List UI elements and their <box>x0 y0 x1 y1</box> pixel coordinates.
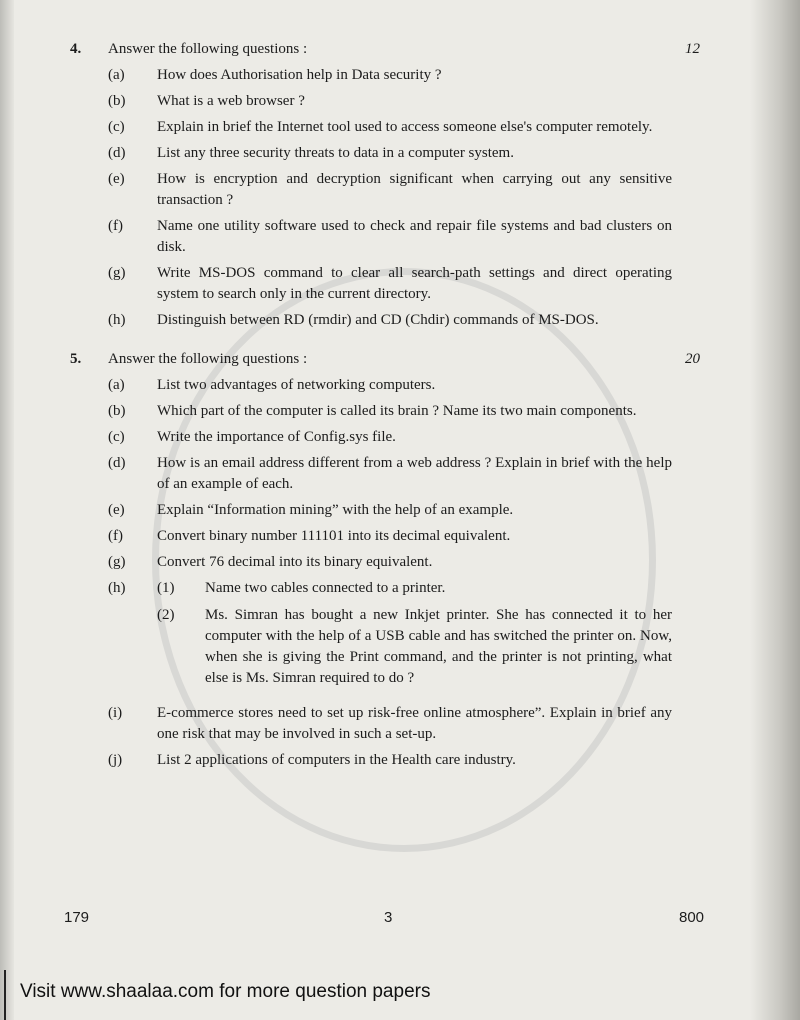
question-item <box>70 169 710 211</box>
question-item <box>70 216 710 258</box>
item-text: Name one utility software used to check and repair file systems and bad clusters on disk. <box>157 218 672 255</box>
item-text: Explain “Information mining” with the help of an example. <box>157 502 514 518</box>
item-label: (e) <box>108 502 125 518</box>
item-text: How does Authorisation help in Data security ? <box>157 67 442 83</box>
question-item <box>70 526 710 547</box>
item-text: Write MS-DOS command to clear all search-path settings and direct operating system to search only in the current directory. <box>157 265 672 302</box>
question-item <box>70 375 710 396</box>
visit-banner: Visit www.shaalaa.com for more question papers <box>20 981 431 1002</box>
item-label: (f) <box>108 218 123 234</box>
question-item <box>70 578 710 689</box>
question-item <box>70 91 710 112</box>
question-marks: 12 <box>685 41 700 57</box>
item-text: List 2 applications of computers in the Health care industry. <box>157 752 516 768</box>
item-label: (f) <box>108 528 123 544</box>
item-text: E-commerce stores need to set up risk-free online atmosphere”. Explain in brief any one risk that may be involved in such a set-up. <box>157 705 672 742</box>
item-label: (c) <box>108 429 125 445</box>
item-text: Convert binary number 111101 into its decimal equivalent. <box>157 528 511 544</box>
question-paper <box>70 39 710 771</box>
question-item <box>70 427 710 448</box>
item-label: (i) <box>108 705 123 721</box>
subitem-text: Ms. Simran has bought a new Inkjet printer. She has connected it to her computer with the help of a USB cable and has switched the printer on. Now, when she is giving the Print command, and the printer is not printing, what else is Ms. Simran required to do ? <box>205 607 672 686</box>
question-item <box>70 453 710 495</box>
item-label: (e) <box>108 171 125 187</box>
item-label: (c) <box>108 119 125 135</box>
item-label: (a) <box>108 67 125 83</box>
item-text: Write the importance of Config.sys file. <box>157 429 396 445</box>
question-item <box>70 143 710 164</box>
question-header <box>70 39 710 60</box>
divider <box>4 970 6 1020</box>
question-item <box>70 750 710 771</box>
question-5 <box>70 349 710 771</box>
question-item <box>70 117 710 138</box>
item-text: Which part of the computer is called its brain ? Name its two main components. <box>157 403 637 419</box>
item-label: (h) <box>108 580 126 596</box>
item-text: What is a web browser ? <box>157 93 305 109</box>
item-text: How is encryption and decryption significant when carrying out any sensitive transaction ? <box>157 171 672 208</box>
item-label: (h) <box>108 312 126 328</box>
item-text: Convert 76 decimal into its binary equivalent. <box>157 554 433 570</box>
question-header <box>70 349 710 370</box>
item-label: (a) <box>108 377 125 393</box>
scan-edge-left <box>0 0 14 1020</box>
question-number: 5. <box>70 351 82 367</box>
question-number: 4. <box>70 41 82 57</box>
question-marks: 20 <box>685 351 700 367</box>
footer-code: 179 <box>64 909 90 926</box>
item-label: (g) <box>108 265 126 281</box>
item-label: (b) <box>108 403 126 419</box>
item-label: (g) <box>108 554 126 570</box>
scan-edge-right <box>750 0 800 1020</box>
subitem <box>157 605 672 689</box>
subitem-text: Name two cables connected to a printer. <box>205 580 446 596</box>
item-label: (d) <box>108 455 126 471</box>
item-text: Explain in brief the Internet tool used to access someone else's computer remotely. <box>157 119 653 135</box>
subitem-label: (1) <box>157 580 175 596</box>
item-label: (j) <box>108 752 123 768</box>
question-item <box>70 310 710 331</box>
question-item <box>70 552 710 573</box>
subitem-label: (2) <box>157 607 175 623</box>
item-text: List any three security threats to data in a computer system. <box>157 145 514 161</box>
question-item <box>70 401 710 422</box>
question-4 <box>70 39 710 331</box>
question-item <box>70 263 710 305</box>
question-item <box>70 703 710 745</box>
question-heading: Answer the following questions : <box>108 351 308 367</box>
question-heading: Answer the following questions : <box>108 41 308 57</box>
item-label: (d) <box>108 145 126 161</box>
item-text: Distinguish between RD (rmdir) and CD (Chdir) commands of MS-DOS. <box>157 312 599 328</box>
subitem <box>157 578 672 599</box>
footer-right-number: 800 <box>679 909 705 926</box>
item-text: List two advantages of networking computers. <box>157 377 436 393</box>
question-item <box>70 65 710 86</box>
question-item <box>70 500 710 521</box>
item-label: (b) <box>108 93 126 109</box>
item-text: How is an email address different from a web address ? Explain in brief with the help of an example of each. <box>157 455 672 492</box>
page-number: 3 <box>384 909 393 926</box>
subitem-list <box>157 578 672 689</box>
